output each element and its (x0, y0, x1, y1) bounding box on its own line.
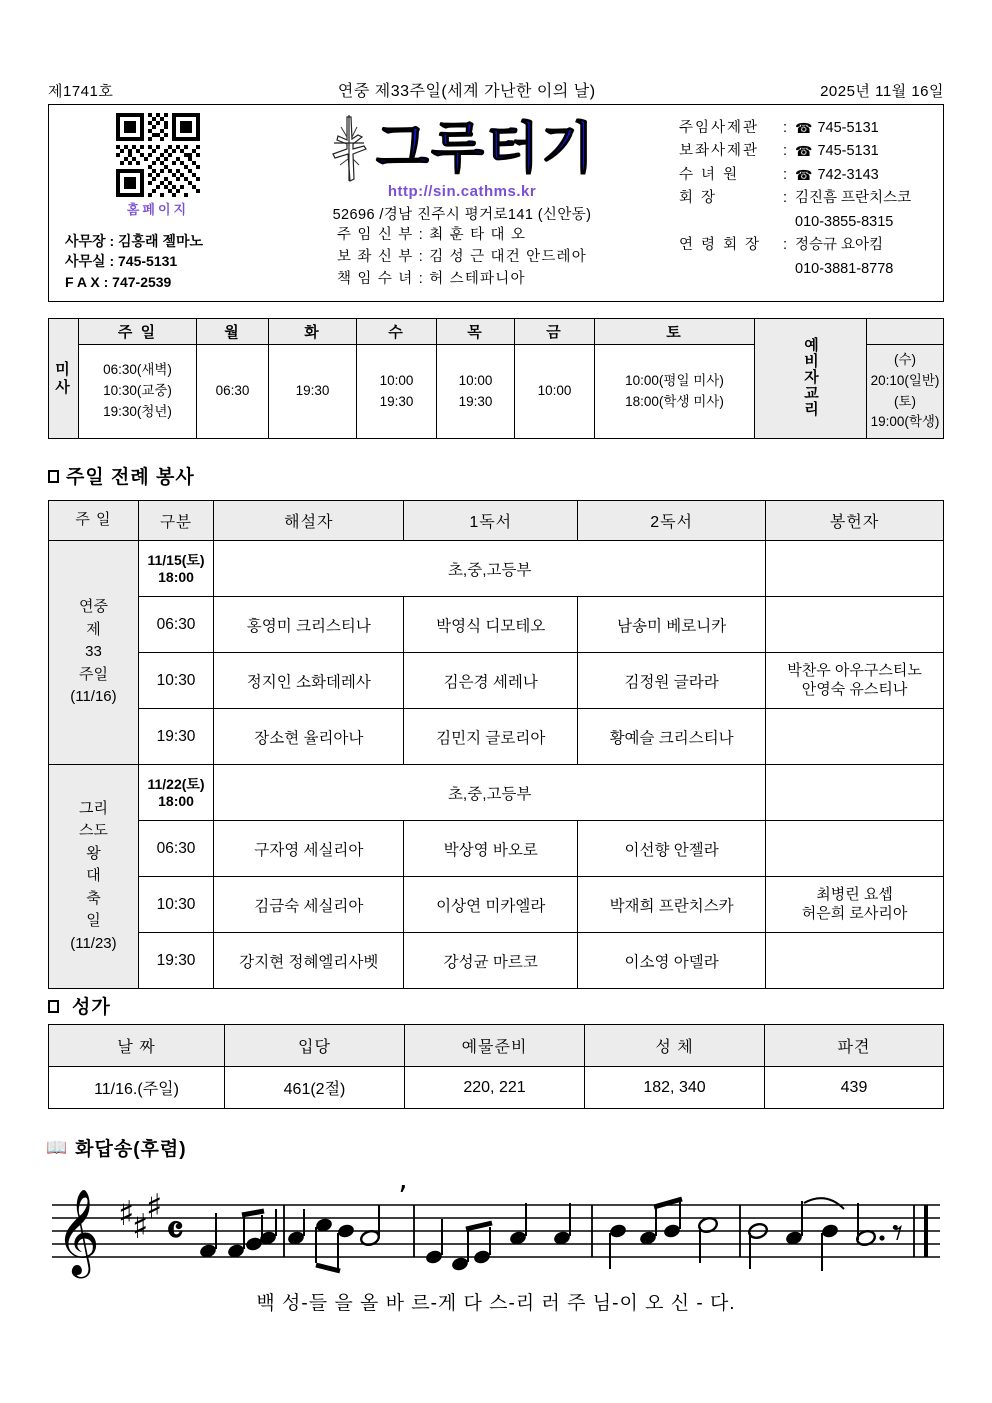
mass-cell-wed (357, 345, 437, 439)
colon-separator: : (783, 190, 788, 207)
liturgy-offering (766, 821, 944, 877)
slur (804, 1198, 844, 1209)
contact-label: 수 녀 원 (679, 166, 740, 183)
liturgy-time: 06:30 (138, 597, 213, 653)
masthead-left (49, 105, 267, 301)
masthead-title: 그루터기 (375, 116, 597, 180)
common-time-signature: 𝄴 (166, 1207, 184, 1254)
colon-separator: : (783, 143, 788, 160)
contact-value: 745-5131 (817, 143, 879, 160)
mass-schedule-table (48, 318, 944, 439)
liturgy-span-text: 초,중,고등부 (214, 765, 766, 821)
office-fax: F A X : 747-2539 (65, 273, 172, 290)
liturgy-col-reading1: 1독서 (404, 501, 578, 541)
masthead-center (267, 105, 657, 301)
mass-col-thu: 목 (437, 319, 515, 345)
logo-row (328, 111, 597, 185)
liturgy-time: 10:30 (138, 877, 213, 933)
liturgy-narrator: 장소현 율리아나 (214, 709, 404, 765)
table-row (49, 765, 944, 821)
mass-col-mon: 월 (197, 319, 269, 345)
mass-row-label (49, 319, 79, 439)
contact-label: 주임사제관 (679, 120, 760, 136)
bullet-box-icon (48, 470, 59, 483)
quarter-rest-icon: 𝄾 (892, 1208, 904, 1257)
liturgy-offering (766, 541, 944, 597)
measure-2-notes (287, 1185, 408, 1271)
liturgy-col-offering: 봉헌자 (766, 501, 944, 541)
table-row (49, 541, 944, 597)
measure-6-notes (855, 1203, 903, 1257)
liturgy-offering (766, 765, 944, 821)
contact-label: 회 장 (679, 190, 718, 207)
liturgy-narrator: 홍영미 크리스티나 (214, 597, 404, 653)
hymn-section-heading (48, 992, 111, 1019)
liturgy-heading-text: 주일 전례 봉사 (66, 467, 195, 488)
mass-cell-sat (595, 345, 755, 439)
liturgy-span-text: 초,중,고등부 (214, 541, 766, 597)
augmentation-dot (879, 1235, 884, 1240)
phone-icon: ☎ (795, 143, 813, 160)
liturgy-offering (766, 933, 944, 989)
masthead-contacts (657, 105, 943, 301)
breath-mark-icon: ’ (398, 1185, 408, 1215)
hymn-col-date: 날 짜 (49, 1025, 225, 1067)
hymn-col-offertory: 예물준비 (405, 1025, 585, 1067)
hymn-table (48, 1024, 944, 1109)
mass-time: 10:00 (537, 383, 572, 399)
publication-date: 2025년 11월 16일 (820, 83, 944, 100)
sharp-icon: ♯ (132, 1207, 149, 1247)
office-info (49, 231, 203, 292)
mass-schedule-header-row (49, 319, 944, 345)
contact-label: 연 령 회 장 (679, 237, 762, 254)
hymn-col-dismissal: 파견 (765, 1025, 944, 1067)
homepage-label: 홈페이지 (126, 202, 190, 217)
clergy-list (337, 225, 587, 290)
liturgy-offering (766, 709, 944, 765)
book-icon: 📖 (46, 1137, 69, 1157)
mass-cell-thu (437, 345, 515, 439)
liturgy-time: 11/15(토) 18:00 (138, 541, 213, 597)
head-sister-line: 책 임 수 녀 : 허 스테파니아 (337, 270, 526, 287)
issue-number: 제1741호 (48, 83, 114, 100)
table-row (49, 933, 944, 989)
qr-code-svg (116, 113, 200, 197)
mass-time: 19:30(청년) (103, 403, 172, 419)
liturgy-reading2: 황예슬 크리스티나 (578, 709, 766, 765)
liturgy-reading2: 이소영 아델라 (578, 933, 766, 989)
chairman-mobile: 010-3855-8315 (795, 213, 894, 230)
mass-row-label-text: 미사 (55, 361, 72, 396)
liturgy-offering: 최병린 요셉 허은희 로사리아 (766, 877, 944, 933)
liturgy-col-day: 주 일 (49, 501, 139, 541)
catechumen-label-text: 예비자교리 (802, 336, 819, 417)
liturgy-day-label: 그리 스도 왕 대 축 일 (11/23) (49, 765, 139, 989)
hymn-dismissal: 439 (765, 1067, 944, 1109)
liturgy-offering: 박찬우 아우구스티노 안영숙 유스티나 (766, 653, 944, 709)
liturgy-time: 19:30 (138, 709, 213, 765)
contact-value: 정승규 요아킴 (795, 237, 884, 254)
masthead-box (48, 104, 944, 302)
liturgy-time: 06:30 (138, 821, 213, 877)
pastor-line: 주 임 신 부 : 최 훈 타 대 오 (337, 227, 527, 243)
assistant-priest-line: 보 좌 신 부 : 김 성 근 대건 안드레아 (337, 248, 587, 265)
mass-col-sunday: 주 일 (79, 319, 197, 345)
website-url[interactable]: http://sin.cathms.kr (387, 183, 537, 200)
hymn-date: 11/16.(주일) (49, 1067, 225, 1109)
catechumen-time: (수) 20:10(일반) (870, 351, 940, 388)
liturgy-narrator: 김금숙 세실리아 (214, 877, 404, 933)
liturgy-narrator: 강지현 정혜엘리사벳 (214, 933, 404, 989)
liturgy-col-division: 구분 (138, 501, 213, 541)
colon-separator: : (783, 237, 788, 254)
liturgy-reading2: 박재희 프란치스카 (578, 877, 766, 933)
liturgy-narrator: 구자영 세실리아 (214, 821, 404, 877)
mass-time: 19:30 (379, 393, 414, 409)
mass-col-sat: 토 (595, 319, 755, 345)
liturgy-reading1: 김은경 세레나 (404, 653, 578, 709)
hymn-header-row (49, 1025, 944, 1067)
mass-cell-fri (515, 345, 595, 439)
mass-time: 06:30 (215, 383, 250, 399)
table-row (49, 597, 944, 653)
psalm-section-heading (46, 1134, 187, 1161)
mass-time: 10:00(평일 미사) (625, 372, 724, 388)
liturgy-section-heading (48, 462, 195, 489)
office-manager: 사무장 : 김홍래 젤마노 (65, 233, 204, 249)
mass-time: 10:00 (379, 372, 414, 388)
liturgy-time: 10:30 (138, 653, 213, 709)
contact-value: 742-3143 (817, 166, 879, 183)
liturgy-col-narrator: 해설자 (214, 501, 404, 541)
mass-cell-sunday (79, 345, 197, 439)
phone-icon: ☎ (795, 120, 813, 136)
liturgy-reading1: 김민지 글로리아 (404, 709, 578, 765)
liturgy-reading1: 강성균 마르코 (404, 933, 578, 989)
catechumen-cell (867, 345, 944, 439)
table-row (49, 877, 944, 933)
psalm-music-score (40, 1185, 952, 1360)
liturgy-offering (766, 597, 944, 653)
mass-time: 10:00 (458, 372, 493, 388)
hymn-heading-text: 성가 (72, 997, 111, 1018)
contact-value: 김진흠 프란치스코 (795, 190, 912, 207)
table-row (49, 709, 944, 765)
elder-chairman-mobile: 010-3881-8778 (795, 260, 894, 277)
liturgy-reading1: 이상연 미카엘라 (404, 877, 578, 933)
contact-row-chairman (679, 187, 943, 210)
sharp-icon: ♯ (118, 1194, 135, 1234)
hymn-communion: 182, 340 (585, 1067, 765, 1109)
catechumen-time: (토) 19:00(학생) (870, 393, 940, 430)
bullet-box-icon (48, 1000, 59, 1013)
qr-code-icon[interactable] (116, 113, 200, 197)
liturgy-header-row (49, 501, 944, 541)
mass-time: 19:30 (458, 393, 493, 409)
colon-separator: : (783, 166, 788, 183)
liturgy-col-reading2: 2독서 (578, 501, 766, 541)
liturgy-time: 11/22(토) 18:00 (138, 765, 213, 821)
office-phone: 사무실 : 745-5131 (65, 253, 178, 270)
contact-row-assistant-residence (679, 140, 943, 163)
mass-col-tue: 화 (269, 319, 357, 345)
liturgy-day-label: 연중 제 33 주일 (11/16) (49, 541, 139, 765)
measure-4-notes (609, 1199, 719, 1269)
contact-row-pastor-residence (679, 117, 943, 140)
psalm-heading-text: 화답송(후렴) (75, 1139, 187, 1160)
contact-label: 보좌사제관 (679, 143, 760, 160)
hymn-col-entrance: 입당 (225, 1025, 405, 1067)
measure-5-notes (747, 1198, 844, 1271)
psalm-lyrics: 백 성-들 을 올 바 르-게 다 스-리 러 주 님-이 오 신 - 다. (256, 1293, 736, 1314)
phone-icon: ☎ (795, 166, 813, 183)
liturgy-reading1: 박상영 바오로 (404, 821, 578, 877)
liturgy-time: 19:30 (138, 933, 213, 989)
hymn-entrance: 461(2절) (225, 1067, 405, 1109)
colon-separator: : (783, 120, 788, 136)
table-row (49, 653, 944, 709)
mass-cell-mon (197, 345, 269, 439)
table-row (49, 1067, 944, 1109)
contact-row-elder-chairman (679, 234, 943, 257)
liturgy-reading1: 박영식 디모테오 (404, 597, 578, 653)
liturgy-reading2: 김정원 글라라 (578, 653, 766, 709)
catechumen-label (755, 319, 867, 439)
table-row (49, 821, 944, 877)
measure-1-notes (199, 1209, 278, 1259)
mass-time: 10:30(교중) (103, 383, 172, 399)
mass-col-wed: 수 (357, 319, 437, 345)
catechumen-header-blank (867, 319, 944, 345)
liturgical-title: 연중 제33주일(세계 가난한 이의 날) (337, 83, 596, 100)
mass-time: 06:30(새벽) (103, 362, 172, 378)
top-header-line (48, 78, 944, 101)
liturgy-reading2: 이선향 안젤라 (578, 821, 766, 877)
measure-3-notes (425, 1203, 572, 1272)
mass-cell-tue (269, 345, 357, 439)
mass-col-fri: 금 (515, 319, 595, 345)
liturgy-narrator: 정지인 소화데레사 (214, 653, 404, 709)
mass-time: 19:30 (295, 383, 330, 399)
treble-clef-icon: 𝄞 (56, 1189, 100, 1275)
parish-address: 52696 /경남 진주시 평거로141 (신안동) (332, 207, 592, 223)
sharp-icon: ♯ (146, 1187, 163, 1227)
liturgy-service-table (48, 500, 944, 989)
hymn-offertory: 220, 221 (405, 1067, 585, 1109)
mass-time: 18:00(학생 미사) (625, 393, 724, 409)
hymn-col-communion: 성 체 (585, 1025, 765, 1067)
contact-row-convent (679, 164, 943, 187)
music-staff-svg (40, 1185, 952, 1305)
liturgy-reading2: 남송미 베로니카 (578, 597, 766, 653)
cross-stump-emblem-icon (328, 113, 370, 183)
contact-value: 745-5131 (817, 120, 879, 136)
